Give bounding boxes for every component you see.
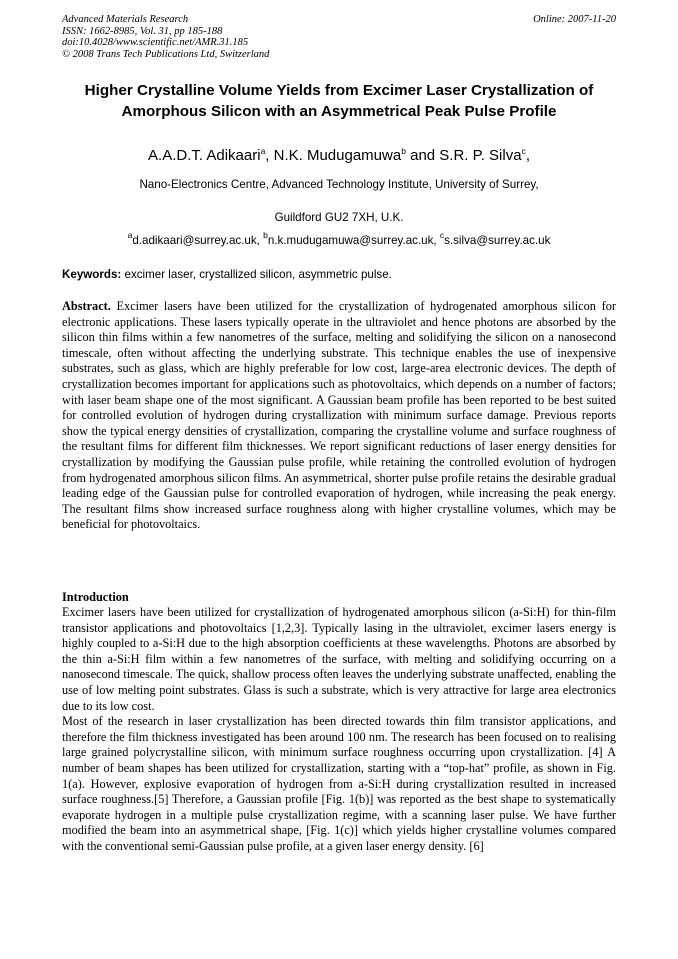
introduction-paragraph-2: Most of the research in laser crystallization has been directed towards thin film transistor applications, and therefore the film thickness investigated has been around 100 nm. The research has been focused on to realising large grained polycrystalline silicon, with minimum surface roughness occurring upon crystallization. [4] A number of beam shapes has been utilized for crystallization, starting with a “top-hat” profile, as shown in Fig. 1(a). However, explosive evaporation of hydrogen from a-Si:H during crystallization resulted in increased surface roughness.[5] Therefore, a Gaussian profile [Fig. 1(b)] was reported as the best shape to systematically evaporate hydrogen in a multiple pulse crystallization regime, with a scanning laser pulse. We have further modified the beam into an asymmetrical shape, [Fig. 1(c)] which yields higher crystalline volumes compared with the conventional semi-Gaussian pulse profile, at a given laser energy density. [6]: [62, 714, 616, 853]
email-b-mark: b: [263, 230, 268, 240]
author-1-affil-mark: a: [260, 146, 266, 156]
keywords-text: excimer laser, crystallized silicon, asymmetric pulse.: [121, 268, 392, 281]
paper-title: [40, 80, 638, 122]
author-3: and S.R. P. Silva: [405, 147, 522, 164]
email-c-mark: c: [439, 230, 445, 240]
introduction-heading: Introduction: [62, 590, 129, 604]
title-line-1: Higher Crystalline Volume Yields from Excimer Laser Crystallization of: [84, 82, 594, 99]
affiliation-line-2: Guildford GU2 7XH, U.K.: [274, 211, 404, 224]
journal-header: [62, 14, 269, 60]
author-emails: [40, 230, 638, 248]
author-2-affil-mark: b: [401, 146, 406, 156]
email-a: d.adikaari@surrey.ac.uk,: [132, 234, 264, 247]
issn-line: ISSN: 1662-8985, Vol. 31, pp 185-188: [62, 25, 223, 37]
keywords-label: Keywords:: [62, 268, 122, 281]
email-b: n.k.mudugamuwa@surrey.ac.uk,: [267, 234, 440, 247]
abstract-label: Abstract.: [62, 299, 111, 313]
author-3-affil-mark: c: [521, 146, 526, 156]
introduction-paragraph-1: Excimer lasers have been utilized for crystallization of hydrogenated amorphous silicon (a-Si:H) for thin-film transistor applications and photovoltaics [1,2,3]. Typically lasing in the ultraviolet, excimer lasers energy is highly coupled to a-Si:H due to the high absorption coefficients at these wavelengths. Photons are absorbed by the thin a-Si:H film within a few nanometres of the surface, with melting and solidifying occurring on a nanosecond timescale. The quick, shallow process often leaves the underlying substrate unaffected, enabling the use of low melting point substrates. Glass is such a substrate, which is very attractive for large area electronics due to its low cost.: [62, 605, 616, 713]
title-line-2: Amorphous Silicon with an Asymmetrical Peak Pulse Profile: [121, 103, 557, 120]
author-2: , N.K. Mudugamuwa: [265, 147, 402, 164]
abstract-text: Excimer lasers have been utilized for the crystallization of hydrogenated amorphous silicon for electronic applications. These lasers typically operate in the ultraviolet and hence photons are absorbed by the silicon thin films within a few nanometres of the surface, melting and solidifying the silicon on a nanosecond timescale, often without affecting the underlying substrate. This technique enables the use of inexpensive substrates, such as glass, which are highly preferable for low cost, large-area electronic devices. The depth of crystallization becomes important for applications such as photovoltaics, which depends on a number of factors; with laser beam shape one of the most significant. A Gaussian beam profile has been reported to be best suited for controlled evolution of hydrogen during crystallization with minimum surface damage. Previous reports show the typical energy densities of crystallization, comparing the crystalline volume and surface roughness of the resultant films for different film thicknesses. We report significant reductions of laser energy densities for crystallization by modifying the Gaussian pulse profile, while retaining the controlled evolution of hydrogen from hydrogenated amorphous silicon films. An asymmetrical, shorter pulse profile retains the desirable gradual leading edge of the Gaussian pulse for controlled evaporation of hydrogen, while increasing the peak energy. The resultant films show increased surface roughness along with higher crystalline volumes, which may be beneficial for photovoltaics.: [62, 299, 616, 532]
introduction-body: [62, 605, 616, 855]
author-1: A.A.D.T. Adikaari: [148, 147, 261, 164]
affiliation-line-1: Nano-Electronics Centre, Advanced Technology Institute, University of Surrey,: [139, 178, 539, 191]
abstract: [62, 299, 616, 533]
journal-name: Advanced Materials Research: [62, 14, 189, 25]
doi-line: doi:10.4028/www.scientific.net/AMR.31.185: [62, 37, 249, 49]
email-a-mark: a: [127, 230, 133, 240]
keywords: [62, 268, 616, 282]
online-date: Online: 2007-11-20: [533, 14, 616, 25]
author-list-end: ,: [525, 147, 530, 164]
email-c: s.silva@surrey.ac.uk: [444, 234, 551, 247]
author-list: [40, 147, 638, 165]
copyright-line: © 2008 Trans Tech Publications Ltd, Switzerland: [62, 48, 270, 60]
